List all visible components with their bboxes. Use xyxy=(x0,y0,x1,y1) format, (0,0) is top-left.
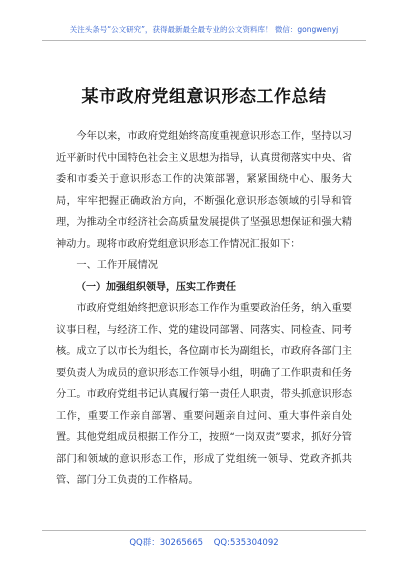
document-title: 某市政府党组意识形态工作总结 xyxy=(81,87,327,107)
document-body xyxy=(56,126,352,492)
body-paragraph: 市政府党组始终把意识形态工作作为重要政治任务，纳入重要议事日程，与经济工作、党的建设同部署、同落实、同检查、同考核。成立了以市长为组长，各位副市长为副组长，市政府各部门主要负责人为成员的意识形态工作领导小组，明确了工作职责和任务分工。市政府党组书记认真履行第一责任人职责，带头抓意识形态工作，重要工作亲自部署、重要问题亲自过问、重大事件亲自处置。其他党组成员根据工作分工，按照“一岗双责”要求，抓好分管部门和领域的意识形态工作，形成了党组统一领导、党政齐抓共管、部门分工负责的工作格局。 xyxy=(56,303,352,486)
header-note: 关注头条号“公文研究”，获得最新最全最专业的公文资料库！ 微信：gongwenyj xyxy=(69,25,339,34)
subsection-heading: （一）加强组织领导，压实工作责任 xyxy=(76,281,236,293)
footer-contact xyxy=(0,536,408,548)
section-heading: 一、工作开展情况 xyxy=(76,260,158,271)
footer-divider xyxy=(42,530,366,531)
footer-qq: QQ:535304092 xyxy=(213,538,279,548)
intro-paragraph: 今年以来，市政府党组始终高度重视意识形态工作，坚持以习近平新时代中国特色社会主义思想为指导，认真贯彻落实中央、省委和市委关于意识形态工作的决策部署，紧紧围绕中心、服务大局，牢牢把握正确政治方向，不断强化意识形态领域的引导和管理，为推动全市经济社会高质量发展提供了坚强思想保证和强大精神动力。现将市政府党组意识形态工作情况汇报如下： xyxy=(56,131,352,250)
footer-qq-group: QQ群：30265665 xyxy=(129,538,204,548)
header-divider xyxy=(42,40,366,41)
